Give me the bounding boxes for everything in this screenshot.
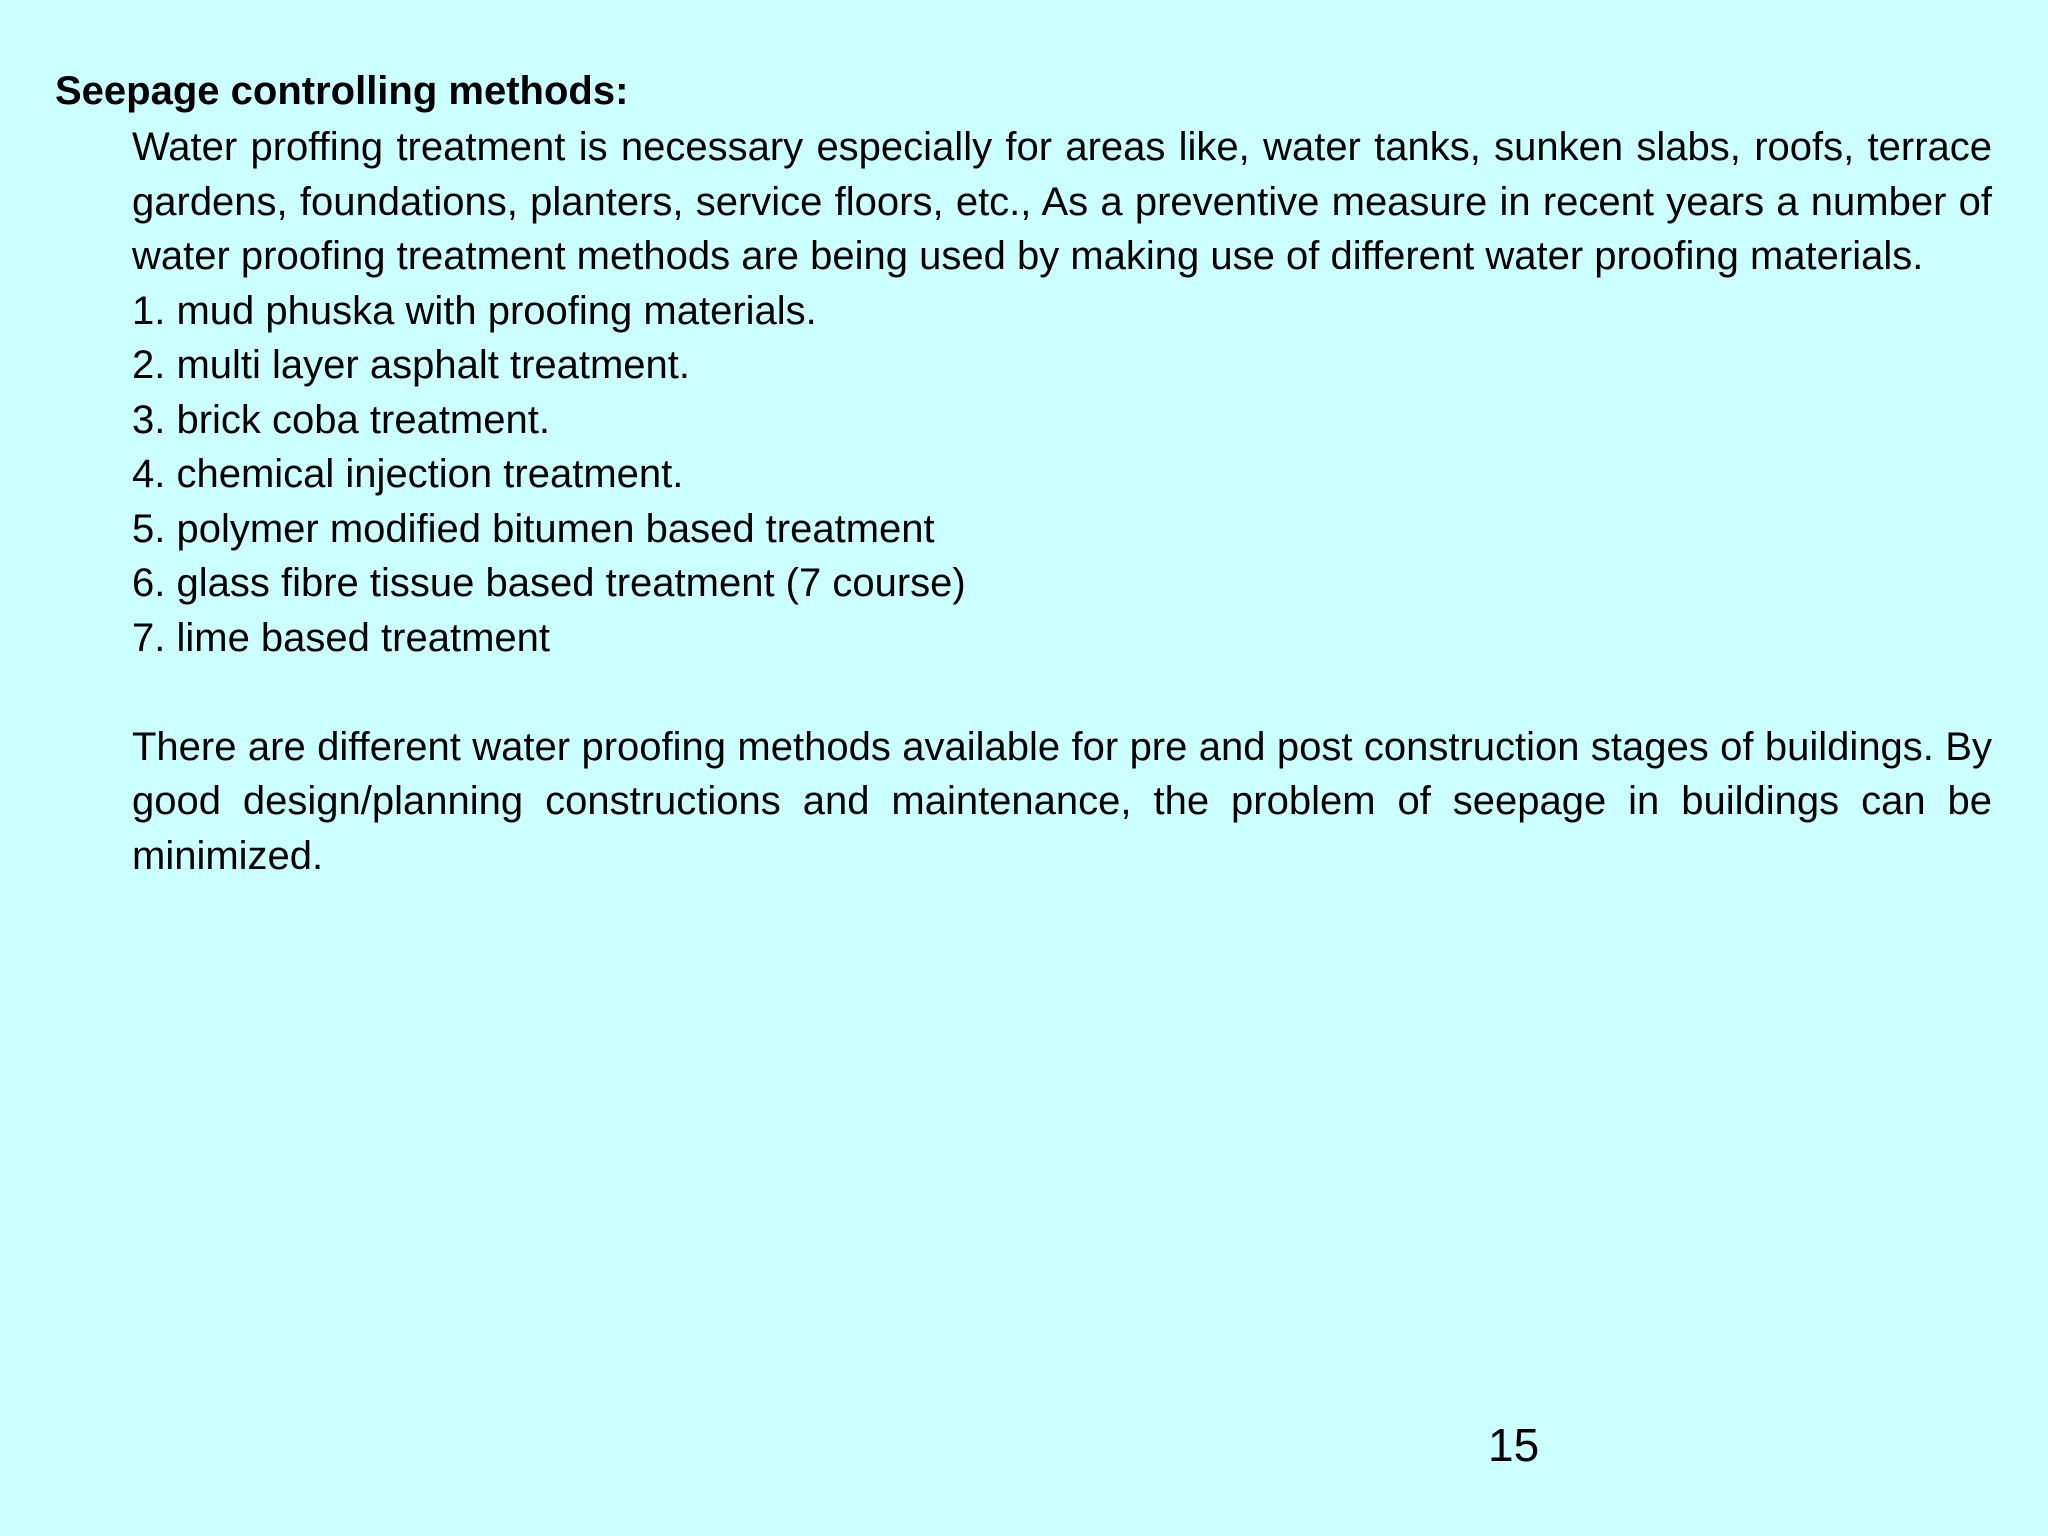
methods-list <box>132 284 1992 666</box>
method-item: 2. multi layer asphalt treatment. <box>132 343 691 387</box>
method-item: 5. polymer modified bitumen based treatment <box>132 506 935 551</box>
closing-paragraph: There are different water proofing methods available for pre and post construction stages of buildings. By good design/planning constructions and maintenance, the problem of seepage in buildings can be minimized. <box>132 724 1992 878</box>
method-item: 6. glass fibre tissue based treatment (7 course) <box>132 561 966 605</box>
method-item: 4. chemical injection treatment. <box>132 452 684 496</box>
method-item: 1. mud phuska with proofing materials. <box>132 288 817 333</box>
method-item: 3. brick coba treatment. <box>132 397 550 442</box>
spacer <box>132 665 1992 720</box>
slide-content <box>132 120 1992 883</box>
page-number: 15 <box>1488 1419 1540 1471</box>
intro-paragraph: Water proffing treatment is necessary especially for areas like, water tanks, sunken slabs, roofs, terrace gardens, foundations, planters, service floors, etc., As a preventive measure in recent years a number of water proofing treatment methods are being used by making use of different water proofing materials. <box>132 125 1992 278</box>
slide-heading: Seepage controlling methods: <box>55 69 629 113</box>
method-item: 7. lime based treatment <box>132 615 550 660</box>
